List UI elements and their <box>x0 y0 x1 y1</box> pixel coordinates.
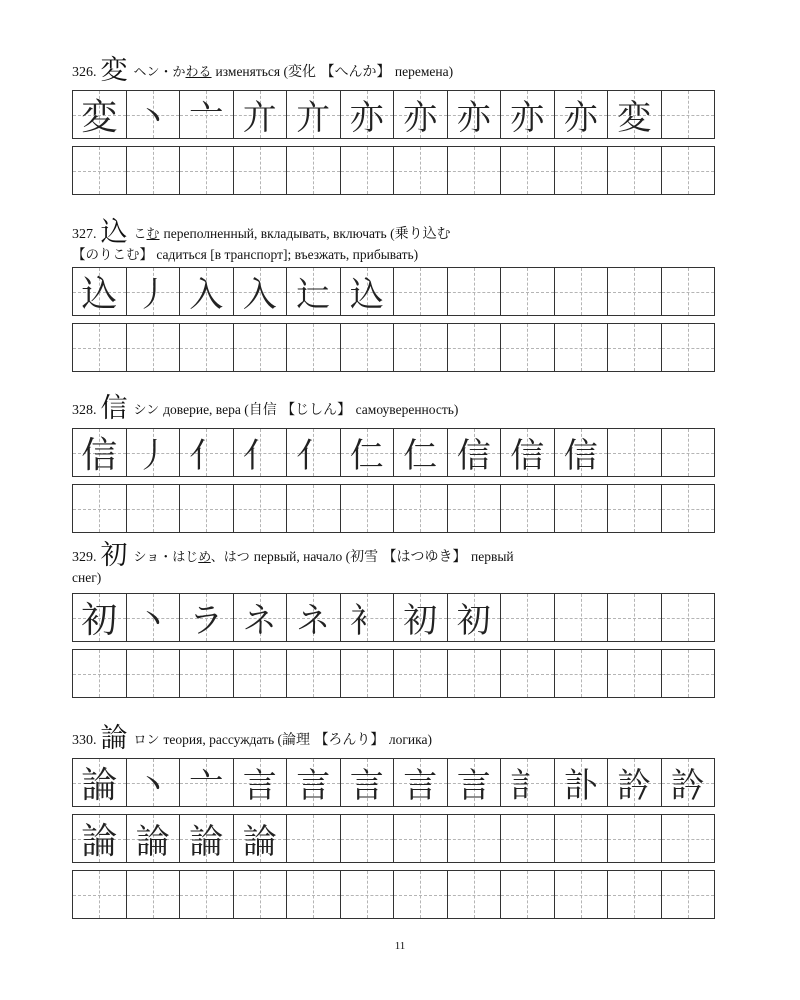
practice-cell[interactable] <box>341 429 395 477</box>
practice-cell[interactable] <box>501 594 555 642</box>
practice-cell[interactable] <box>180 268 234 316</box>
stroke-order-glyph: 亦 <box>349 98 384 138</box>
practice-cell[interactable] <box>127 815 181 863</box>
practice-cell[interactable] <box>127 429 181 477</box>
practice-cell[interactable] <box>234 759 288 807</box>
practice-cell[interactable] <box>555 650 609 698</box>
compound-word: 自信 <box>248 402 277 418</box>
practice-cell[interactable] <box>608 650 662 698</box>
entry-kanji: 論 <box>100 723 128 754</box>
stroke-order-glyph: 信 <box>456 436 491 476</box>
compound-reading: 【ろんり】 <box>314 732 385 748</box>
practice-cell[interactable] <box>341 324 395 372</box>
practice-cell[interactable] <box>73 485 127 533</box>
entry-header <box>72 393 714 428</box>
practice-grid <box>72 649 715 698</box>
entry-header <box>72 217 714 267</box>
practice-cell[interactable] <box>448 429 502 477</box>
practice-cell[interactable] <box>127 759 181 807</box>
practice-cell[interactable] <box>287 759 341 807</box>
practice-cell[interactable] <box>662 815 716 863</box>
practice-cell[interactable] <box>662 147 716 195</box>
stroke-order-glyph: 仁 <box>403 436 438 476</box>
stroke-order-glyph: 訃 <box>563 766 598 806</box>
practice-cell[interactable] <box>287 268 341 316</box>
stroke-order-glyph: 変 <box>81 97 118 138</box>
entry-number: 328. <box>72 403 97 418</box>
entry-readings <box>134 733 160 748</box>
compound-reading: 【はつゆき】 <box>382 549 467 565</box>
stroke-order-glyph: 亻 <box>189 436 224 476</box>
stroke-order-glyph: 訁 <box>510 766 545 806</box>
entry-number: 327. <box>72 227 97 242</box>
reading-tail: 、はつ <box>210 550 250 565</box>
practice-cell[interactable] <box>127 147 181 195</box>
entry-meaning: доверие, вера ( <box>163 402 249 417</box>
practice-cell[interactable] <box>608 594 662 642</box>
practice-cell[interactable] <box>341 91 395 139</box>
kanji-entry <box>72 217 714 372</box>
practice-cell[interactable] <box>287 147 341 195</box>
practice-cell[interactable] <box>341 871 395 919</box>
stroke-order-glyph: 論 <box>189 822 224 862</box>
page-number: 11 <box>394 940 406 952</box>
practice-cell[interactable] <box>608 759 662 807</box>
entry-meaning: теория, рассуждать ( <box>163 732 282 747</box>
entry-header <box>72 723 714 758</box>
stroke-order-glyph: 亻 <box>242 436 277 476</box>
practice-cell[interactable] <box>662 268 716 316</box>
practice-cell[interactable] <box>287 485 341 533</box>
entry-header-line2: 【のりこむ】 садиться [в транспорт]; въезжать, прибывать) <box>72 247 419 262</box>
practice-cell[interactable] <box>662 324 716 372</box>
practice-cell[interactable] <box>73 324 127 372</box>
practice-cell[interactable] <box>608 324 662 372</box>
practice-cell[interactable] <box>287 815 341 863</box>
stroke-order-glyph: 亦 <box>456 98 491 138</box>
practice-cell[interactable] <box>73 759 127 807</box>
stroke-order-glyph: 言 <box>296 766 331 806</box>
practice-cell[interactable] <box>608 429 662 477</box>
stroke-order-glyph: 論 <box>135 822 170 862</box>
practice-cell[interactable] <box>662 871 716 919</box>
practice-cell[interactable] <box>448 815 502 863</box>
stroke-order-glyph: 亦 <box>510 98 545 138</box>
stroke-order-glyph: 初 <box>456 601 491 641</box>
practice-cell[interactable] <box>234 871 288 919</box>
stroke-order-glyph: 丶 <box>135 601 170 641</box>
compound-meaning: логика) <box>388 732 432 747</box>
entry-header-line2: снег) <box>72 570 102 585</box>
practice-cell[interactable] <box>608 871 662 919</box>
practice-cell[interactable] <box>501 759 555 807</box>
stroke-order-glyph: 信 <box>510 436 545 476</box>
practice-cell[interactable] <box>234 268 288 316</box>
practice-grid <box>72 814 715 863</box>
practice-grid <box>72 593 715 642</box>
practice-grid <box>72 90 715 139</box>
practice-cell[interactable] <box>234 429 288 477</box>
stroke-order-glyph: 訡 <box>617 766 652 806</box>
stroke-order-glyph: 亠 <box>189 98 224 138</box>
stroke-order-glyph: 入 <box>242 275 277 315</box>
stroke-order-glyph: 込 <box>349 275 384 315</box>
compound-reading: 【じしん】 <box>281 402 352 418</box>
practice-cell[interactable] <box>501 815 555 863</box>
practice-cell[interactable] <box>394 91 448 139</box>
practice-cell[interactable] <box>394 594 448 642</box>
stroke-order-glyph: 亻 <box>296 436 331 476</box>
stroke-order-glyph: 丿 <box>135 275 170 315</box>
stroke-order-glyph: 亦 <box>403 98 438 138</box>
practice-cell[interactable] <box>448 650 502 698</box>
practice-cell[interactable] <box>394 268 448 316</box>
stroke-order-glyph: 論 <box>81 821 118 862</box>
compound-reading: 【へんか】 <box>320 64 391 80</box>
practice-cell[interactable] <box>180 815 234 863</box>
practice-cell[interactable] <box>234 594 288 642</box>
stroke-order-glyph: 論 <box>242 822 277 862</box>
practice-cell[interactable] <box>180 594 234 642</box>
practice-cell[interactable] <box>287 324 341 372</box>
practice-cell[interactable] <box>501 268 555 316</box>
practice-cell[interactable] <box>73 91 127 139</box>
practice-cell[interactable] <box>234 815 288 863</box>
practice-cell[interactable] <box>180 147 234 195</box>
entry-header <box>72 540 714 593</box>
practice-cell[interactable] <box>394 324 448 372</box>
practice-cell[interactable] <box>555 147 609 195</box>
practice-cell[interactable] <box>127 91 181 139</box>
kanji-entry <box>72 723 714 919</box>
practice-grid <box>72 758 715 807</box>
entry-meaning: переполненный, вкладывать, включать ( <box>163 226 395 241</box>
compound-meaning: первый <box>470 549 514 564</box>
practice-cell[interactable] <box>662 650 716 698</box>
stroke-order-glyph: ネ <box>242 601 277 641</box>
stroke-order-glyph: 言 <box>242 766 277 806</box>
practice-cell[interactable] <box>287 429 341 477</box>
practice-cell[interactable] <box>180 429 234 477</box>
entry-header <box>72 55 714 90</box>
entry-kanji: 込 <box>100 217 128 248</box>
stroke-order-glyph: 言 <box>403 766 438 806</box>
stroke-order-glyph: 丿 <box>135 436 170 476</box>
practice-cell[interactable] <box>555 324 609 372</box>
compound-word: 初雪 <box>350 549 379 565</box>
stroke-order-glyph: 初 <box>403 601 438 641</box>
practice-cell[interactable] <box>73 815 127 863</box>
entry-number: 329. <box>72 550 97 565</box>
practice-cell[interactable] <box>287 91 341 139</box>
stroke-order-glyph: 衤 <box>349 601 384 641</box>
entry-readings <box>134 227 160 242</box>
practice-cell[interactable] <box>180 759 234 807</box>
compound-meaning: перемена) <box>394 64 454 79</box>
practice-cell[interactable] <box>73 147 127 195</box>
practice-cell[interactable] <box>662 429 716 477</box>
compound-word: 乗り込む <box>394 226 451 242</box>
practice-cell[interactable] <box>608 91 662 139</box>
reading-text: ロン <box>133 733 160 748</box>
compound-word: 論理 <box>281 732 310 748</box>
practice-cell[interactable] <box>608 268 662 316</box>
practice-cell[interactable] <box>555 429 609 477</box>
kanji-entry <box>72 393 714 533</box>
kanji-entry <box>72 55 714 195</box>
reading-okurigana: わる <box>185 65 212 80</box>
practice-grid <box>72 323 715 372</box>
entry-kanji: 初 <box>100 540 128 571</box>
practice-cell[interactable] <box>73 429 127 477</box>
practice-cell[interactable] <box>501 871 555 919</box>
entry-meaning: первый, начало ( <box>253 549 351 564</box>
stroke-order-glyph: 入 <box>189 275 224 315</box>
stroke-order-glyph: 仁 <box>349 436 384 476</box>
practice-grid <box>72 484 715 533</box>
practice-cell[interactable] <box>234 91 288 139</box>
practice-cell[interactable] <box>448 485 502 533</box>
practice-cell[interactable] <box>341 815 395 863</box>
reading-text: ヘン・か <box>133 65 186 80</box>
stroke-order-glyph: 辷 <box>296 275 331 315</box>
practice-cell[interactable] <box>394 429 448 477</box>
practice-cell[interactable] <box>180 324 234 372</box>
practice-cell[interactable] <box>341 759 395 807</box>
practice-cell[interactable] <box>394 871 448 919</box>
practice-grid <box>72 146 715 195</box>
entry-readings <box>134 550 250 565</box>
stroke-order-glyph: 言 <box>456 766 491 806</box>
practice-cell[interactable] <box>662 485 716 533</box>
practice-cell[interactable] <box>448 268 502 316</box>
practice-cell[interactable] <box>662 594 716 642</box>
practice-cell[interactable] <box>394 147 448 195</box>
reading-text: シン <box>133 403 160 418</box>
practice-cell[interactable] <box>555 91 609 139</box>
practice-cell[interactable] <box>73 268 127 316</box>
practice-cell[interactable] <box>608 815 662 863</box>
practice-cell[interactable] <box>501 91 555 139</box>
practice-cell[interactable] <box>394 815 448 863</box>
practice-cell[interactable] <box>127 268 181 316</box>
practice-cell[interactable] <box>287 650 341 698</box>
practice-cell[interactable] <box>394 485 448 533</box>
practice-cell[interactable] <box>394 759 448 807</box>
stroke-order-glyph: ネ <box>296 601 331 641</box>
practice-cell[interactable] <box>341 268 395 316</box>
stroke-order-glyph: 込 <box>81 274 118 315</box>
stroke-order-glyph: 丶 <box>135 766 170 806</box>
practice-cell[interactable] <box>555 871 609 919</box>
practice-cell[interactable] <box>127 871 181 919</box>
practice-cell[interactable] <box>180 91 234 139</box>
stroke-order-glyph: 亠 <box>189 766 224 806</box>
entry-meaning: изменяться ( <box>215 64 288 79</box>
practice-cell[interactable] <box>341 650 395 698</box>
practice-cell[interactable] <box>180 650 234 698</box>
practice-cell[interactable] <box>555 594 609 642</box>
stroke-order-glyph: 信 <box>81 435 118 476</box>
stroke-order-glyph: 訡 <box>670 766 705 806</box>
practice-cell[interactable] <box>73 594 127 642</box>
practice-cell[interactable] <box>555 485 609 533</box>
practice-cell[interactable] <box>180 871 234 919</box>
practice-cell[interactable] <box>448 759 502 807</box>
practice-cell[interactable] <box>501 147 555 195</box>
practice-cell[interactable] <box>341 485 395 533</box>
practice-cell[interactable] <box>662 91 716 139</box>
entry-kanji: 信 <box>100 393 128 424</box>
practice-cell[interactable] <box>127 324 181 372</box>
practice-cell[interactable] <box>608 485 662 533</box>
practice-cell[interactable] <box>501 485 555 533</box>
practice-cell[interactable] <box>501 429 555 477</box>
practice-cell[interactable] <box>73 871 127 919</box>
compound-meaning: самоуверенность) <box>355 402 459 417</box>
practice-cell[interactable] <box>448 324 502 372</box>
practice-cell[interactable] <box>555 268 609 316</box>
practice-cell[interactable] <box>501 650 555 698</box>
practice-cell[interactable] <box>180 485 234 533</box>
practice-cell[interactable] <box>448 91 502 139</box>
reading-text: ショ・はじ <box>133 550 199 565</box>
practice-cell[interactable] <box>127 485 181 533</box>
practice-grid <box>72 870 715 919</box>
stroke-order-glyph: 丶 <box>135 98 170 138</box>
practice-grid <box>72 428 715 477</box>
stroke-order-glyph: 亣 <box>242 98 277 138</box>
stroke-order-glyph: 変 <box>617 98 652 138</box>
practice-cell[interactable] <box>501 324 555 372</box>
entry-number: 330. <box>72 733 97 748</box>
practice-cell[interactable] <box>127 594 181 642</box>
stroke-order-glyph: 初 <box>81 600 118 641</box>
practice-cell[interactable] <box>448 594 502 642</box>
practice-cell[interactable] <box>287 871 341 919</box>
stroke-order-glyph: 亦 <box>563 98 598 138</box>
practice-cell[interactable] <box>73 650 127 698</box>
practice-cell[interactable] <box>555 759 609 807</box>
reading-text: こ <box>133 227 147 242</box>
practice-cell[interactable] <box>234 485 288 533</box>
entry-kanji: 変 <box>100 55 128 86</box>
reading-okurigana: め <box>198 550 211 565</box>
practice-cell[interactable] <box>234 147 288 195</box>
practice-cell[interactable] <box>127 650 181 698</box>
practice-cell[interactable] <box>608 147 662 195</box>
stroke-order-glyph: 言 <box>349 766 384 806</box>
practice-cell[interactable] <box>448 871 502 919</box>
practice-cell[interactable] <box>234 324 288 372</box>
entry-number: 326. <box>72 65 97 80</box>
entry-readings <box>134 65 212 80</box>
practice-cell[interactable] <box>555 815 609 863</box>
practice-cell[interactable] <box>662 759 716 807</box>
practice-cell[interactable] <box>341 594 395 642</box>
practice-cell[interactable] <box>448 147 502 195</box>
practice-grid <box>72 267 715 316</box>
kanji-entry <box>72 540 714 698</box>
practice-cell[interactable] <box>341 147 395 195</box>
stroke-order-glyph: 亣 <box>296 98 331 138</box>
reading-okurigana: む <box>146 227 160 242</box>
stroke-order-glyph: 論 <box>81 765 118 806</box>
practice-cell[interactable] <box>394 650 448 698</box>
stroke-order-glyph: ラ <box>189 601 224 641</box>
practice-cell[interactable] <box>287 594 341 642</box>
entry-readings <box>134 403 160 418</box>
stroke-order-glyph: 信 <box>563 436 598 476</box>
compound-word: 変化 <box>288 64 316 80</box>
practice-cell[interactable] <box>234 650 288 698</box>
